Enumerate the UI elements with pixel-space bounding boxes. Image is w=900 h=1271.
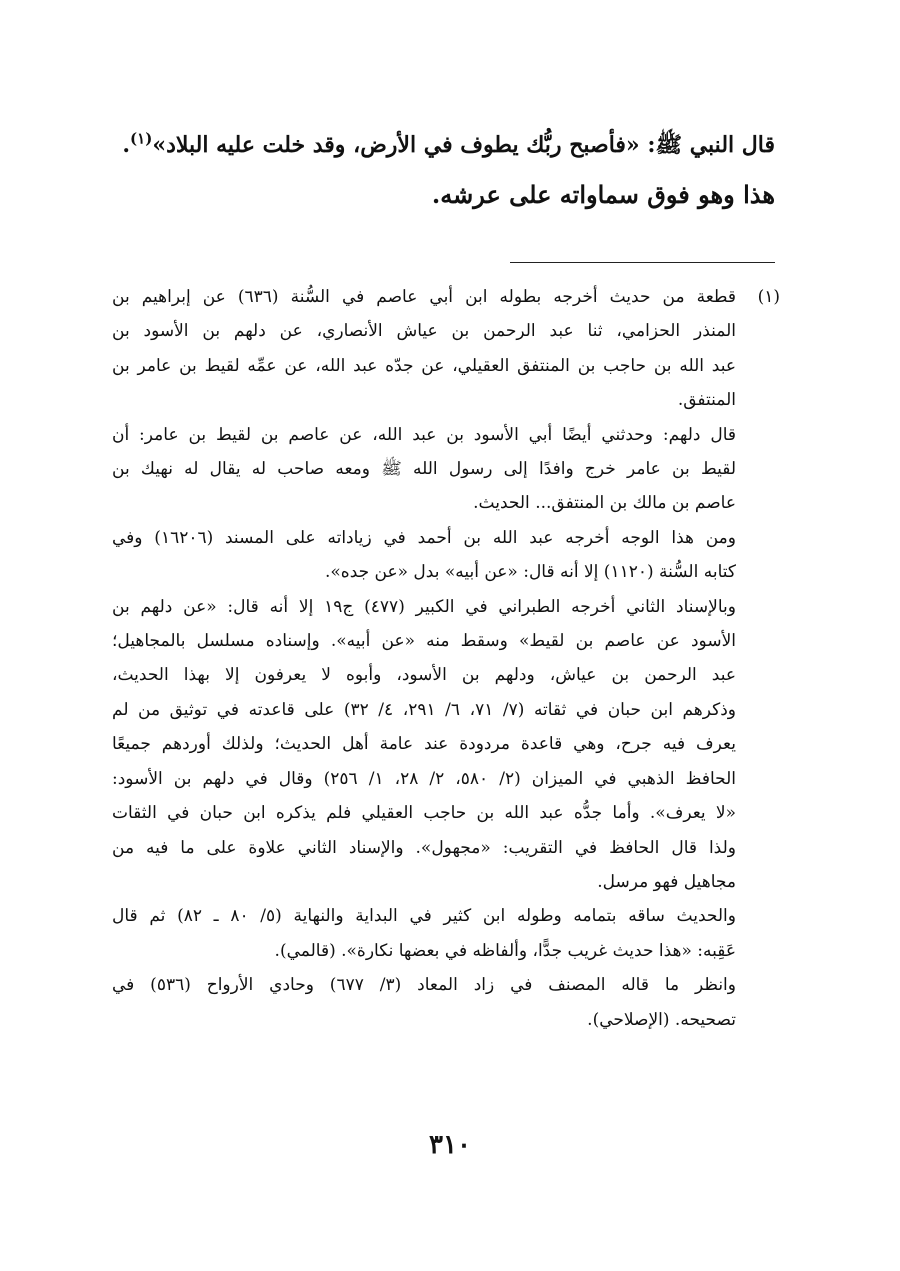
footnotes — [112, 280, 780, 1037]
footnote-rest — [112, 418, 780, 1037]
footnote-line: عَقِبه: «هذا حديث غريب جدًّا، وألفاظه في بعضها نكارة». (قالمي). — [274, 940, 736, 961]
hadith-quote: قال النبي ﷺ: «فأصبح ربُّك يطوف في الأرض، وقد خلت عليه البلاد» — [152, 132, 775, 158]
footnote-line: عاصم بن مالك بن المنتفق... الحديث. — [473, 493, 736, 514]
footnote-separator — [510, 262, 775, 263]
main-text-line-1 — [120, 120, 775, 170]
footnote-first-paragraph — [112, 280, 780, 418]
footnote-line: الحافظ الذهبي في الميزان (٢/ ٥٨٠، ٢/ ٢٨، ١/ ٢٥٦) وقال في دلهم بن الأسود: — [112, 768, 736, 789]
footnote-line: والحديث ساقه بتمامه وطوله ابن كثير في البداية والنهاية (٥/ ٨٠ ـ ٨٢) ثم قال — [112, 906, 736, 927]
footnote-line: مجاهيل فهو مرسل. — [597, 871, 736, 892]
footnote-line: المنتفق. — [677, 390, 736, 411]
footnote-line: وانظر ما قاله المصنف في زاد المعاد (٣/ ٦٧٧) وحادي الأرواح (٥٣٦) في — [112, 975, 736, 996]
footnote-line: عبد الله بن حاجب بن المنتفق العقيلي، عن جدّه عبد الله، عن عمِّه لقيط بن عامر بن — [112, 355, 736, 376]
footnote-line: «لا يعرف». وأما جدُّه عبد الله بن حاجب العقيلي فلم يذكره ابن حبان في الثقات — [112, 803, 736, 824]
page-number: ٣١٠ — [429, 1130, 471, 1160]
footnote-paragraph — [112, 280, 736, 418]
footnote-line: تصحيحه. (الإصلاحي). — [587, 1009, 736, 1030]
footnote-line: يعرف فيه جرح، وهي قاعدة مردودة عند عامة أهل الحديث؛ ولذلك أوردهم جميعًا — [112, 734, 736, 755]
footnote-line: وذكرهم ابن حبان في ثقاته (٧/ ٧١، ٦/ ٢٩١، ٤/ ٣٢) على قاعدته في توثيق من لم — [112, 699, 736, 720]
footnote-line: وبالإسناد الثاني أخرجه الطبراني في الكبير (٤٧٧) ج١٩ إلا أنه قال: «عن دلهم بن — [112, 596, 736, 617]
footnote-line: عبد الرحمن بن عياش، ودلهم بن الأسود، وأبوه لا يعرفون إلا بهذا الحديث، — [112, 665, 736, 686]
footnote-number: (١) — [757, 287, 780, 307]
footnote-paragraph — [112, 899, 736, 968]
footnote-paragraph — [112, 590, 736, 900]
footnote-paragraph — [112, 418, 736, 521]
footnote-line: قال دلهم: وحدثني أيضًا أبي الأسود بن عبد الله، عن عاصم بن لقيط بن عامر: أن — [112, 424, 736, 445]
footnote-paragraph — [112, 968, 736, 1037]
main-text-period: . — [122, 132, 131, 158]
footnote-paragraph — [112, 521, 736, 590]
footnote-line: المنذر الحزامي، ثنا عبد الرحمن بن عياش الأنصاري، عن دلهم بن الأسود بن — [112, 321, 736, 342]
footnote-line: الأسود عن عاصم بن لقيط» وسقط منه «عن أبيه». وإسناده مسلسل بالمجاهيل؛ — [112, 631, 736, 652]
footnote-line: لقيط بن عامر خرج وافدًا إلى رسول الله ﷺ ومعه صاحب له يقال له نهيك بن — [112, 459, 736, 480]
footnote-line: ولذا قال الحافظ في التقريب: «مجهول». والإسناد الثاني علاوة على ما فيه من — [112, 837, 736, 858]
footnote-line: كتابه السُّنة (١١٢٠) إلا أنه قال: «عن أبيه» بدل «عن جده». — [324, 562, 736, 583]
footnote-line: ومن هذا الوجه أخرجه عبد الله بن أحمد في زياداته على المسند (١٦٢٠٦) وفي — [112, 527, 736, 548]
footnote-marker: (١) — [130, 129, 153, 148]
footnote-line: قطعة من حديث أخرجه بطوله ابن أبي عاصم في السُّنة (٦٣٦) عن إبراهيم بن — [112, 287, 736, 307]
main-text — [120, 120, 775, 220]
main-text-line-2: هذا وهو فوق سماواته على عرشه. — [431, 180, 775, 209]
